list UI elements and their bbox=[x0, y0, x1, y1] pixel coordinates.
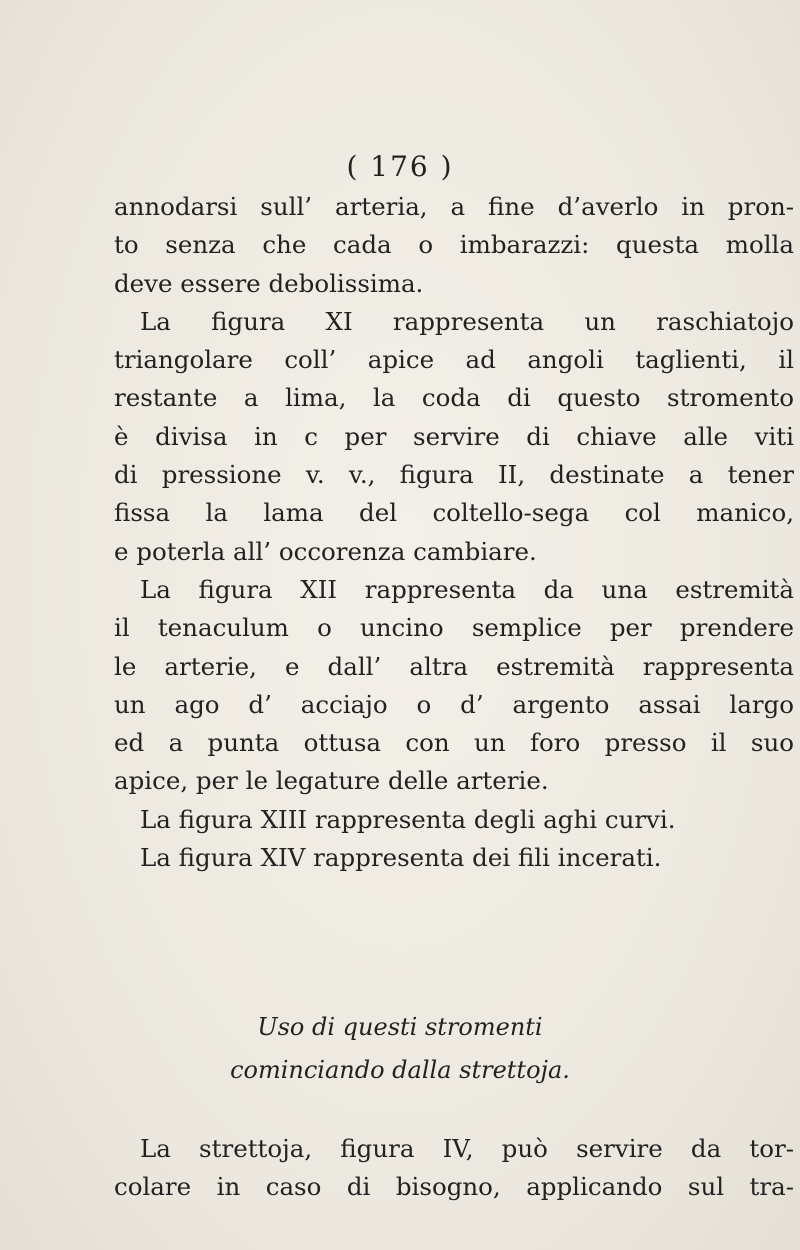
text-line: La strettoja, figura IV, può servire da tor- bbox=[140, 1134, 794, 1163]
text-line: il tenaculum o uncino semplice per prendere bbox=[114, 613, 794, 643]
text-line: La figura XI rappresenta un raschiatojo bbox=[140, 306, 794, 336]
section-heading: Uso di questi stromenti bbox=[257, 1013, 543, 1041]
text-line: La figura XIV rappresenta dei fili incerati. bbox=[140, 843, 662, 873]
text-line: annodarsi sull’ arteria, a fine d’averlo in pron- bbox=[114, 192, 794, 221]
text-line: le arterie, e dall’ altra estremità rappresenta bbox=[114, 651, 794, 681]
text-line: di pressione v. v., figura II, destinate a tener bbox=[114, 460, 794, 490]
body-text-continued bbox=[114, 1130, 794, 1207]
text-line: La figura XII rappresenta da una estremità bbox=[140, 574, 794, 604]
text-line: è divisa in c per servire di chiave alle viti bbox=[114, 421, 794, 451]
section-heading-continued: cominciando dalla strettoja. bbox=[230, 1056, 570, 1084]
text-line: colare in caso di bisogno, applicando sul tra- bbox=[114, 1172, 794, 1202]
body-text bbox=[114, 188, 794, 877]
text-line: fissa la lama del coltello-sega col manico, bbox=[114, 498, 794, 528]
text-line: e poterla all’ occorenza cambiare. bbox=[114, 536, 537, 566]
text-line: apice, per le legature delle arterie. bbox=[114, 766, 549, 796]
text-line: restante a lima, la coda di questo stromento bbox=[114, 383, 794, 413]
text-line: La figura XIII rappresenta degli aghi curvi. bbox=[140, 804, 676, 834]
page-number: ( 176 ) bbox=[346, 150, 454, 183]
text-line: triangolare coll’ apice ad angoli taglienti, il bbox=[114, 345, 794, 375]
text-line: ed a punta ottusa con un foro presso il suo bbox=[114, 728, 794, 758]
text-line: to senza che cada o imbarazzi: questa molla bbox=[114, 230, 794, 260]
text-line: un ago d’ acciajo o d’ argento assai largo bbox=[114, 689, 794, 719]
text-line: deve essere debolissima. bbox=[114, 268, 424, 298]
